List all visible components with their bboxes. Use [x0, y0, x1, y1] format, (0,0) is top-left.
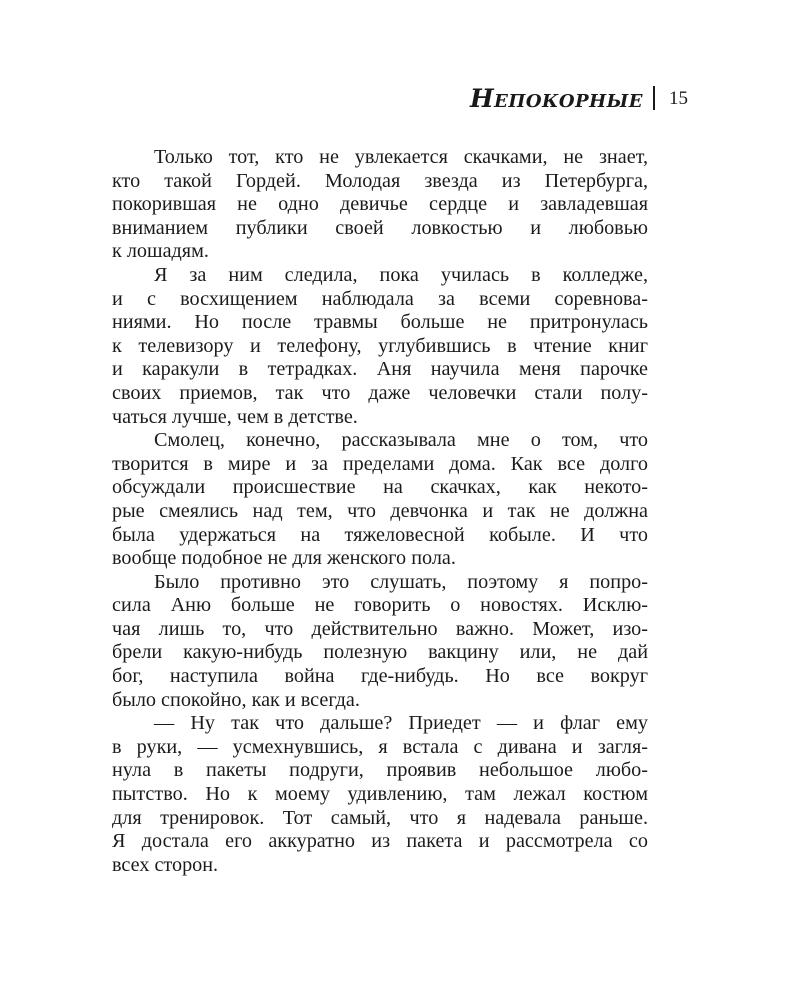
book-title: Непокорные [470, 83, 643, 113]
text-line: — Ну так что дальше? Приедет — и флаг ему [154, 712, 648, 735]
paragraph [112, 571, 648, 713]
text-line: Было противно это слушать, поэтому я попро- [154, 570, 648, 593]
body-text [112, 146, 648, 877]
text-line: в руки, — усмехнувшись, я встала с дивана и загля- [112, 735, 648, 758]
text-line: к телевизору и телефону, углубившись в чтение книг [112, 334, 648, 357]
text-line: бог, наступила война где-нибудь. Но все вокруг [112, 665, 648, 688]
text-line: покорившая не одно девичье сердце и завладевшая [112, 193, 648, 216]
text-line: было спокойно, как и всегда. [112, 688, 360, 711]
text-line: своих приемов, так что даже человечки стали полу- [112, 381, 648, 404]
paragraph [112, 146, 648, 264]
paragraph [112, 712, 648, 877]
text-line: обсуждали происшествие на скачках, как некото- [112, 476, 648, 499]
text-line: нула в пакеты подруги, проявив небольшое любо- [112, 759, 648, 782]
text-line: Только тот, кто не увлекается скачками, не знает, [154, 146, 648, 168]
paragraph [112, 429, 648, 571]
text-line: чая лишь то, что действительно важно. Может, изо- [112, 617, 648, 640]
text-line: и с восхищением наблюдала за всеми соревнова- [112, 287, 648, 310]
text-line: сила Аню больше не говорить о новостях. Исклю- [112, 594, 648, 617]
text-line: для тренировок. Тот самый, что я надевала раньше. [112, 806, 648, 829]
running-header [470, 78, 700, 118]
header-divider [653, 86, 655, 110]
text-line: была удержаться на тяжеловесной кобыле. И что [112, 523, 648, 546]
page-number: 15 [668, 87, 688, 109]
text-line: всех сторон. [112, 853, 219, 876]
text-line: ниями. Но после травмы больше не притронулась [112, 311, 648, 334]
text-line: вниманием публики своей ловкостью и любовью [112, 216, 648, 239]
text-line: к лошадям. [112, 240, 209, 263]
text-line: чаться лучше, чем в детстве. [112, 405, 358, 428]
text-line: вообще подобное не для женского пола. [112, 547, 456, 570]
text-line: кто такой Гордей. Молодая звезда из Петербурга, [112, 169, 648, 192]
text-line: Смолец, конечно, рассказывала мне о том, что [154, 429, 648, 452]
text-line: пытство. Но к моему удивлению, там лежал костюм [112, 783, 648, 806]
text-line: творится в мире и за пределами дома. Как все долго [112, 452, 648, 475]
paragraph [112, 264, 648, 429]
text-line: и каракули в тетрадках. Аня научила меня парочке [112, 358, 648, 381]
text-line: брели какую-нибудь полезную вакцину или, не дай [112, 641, 648, 664]
text-line: Я достала его аккуратно из пакета и рассмотрела со [112, 830, 648, 853]
text-line: рые смеялись над тем, что девчонка и так не должна [112, 499, 648, 522]
text-line: Я за ним следила, пока училась в колледже, [154, 263, 648, 286]
